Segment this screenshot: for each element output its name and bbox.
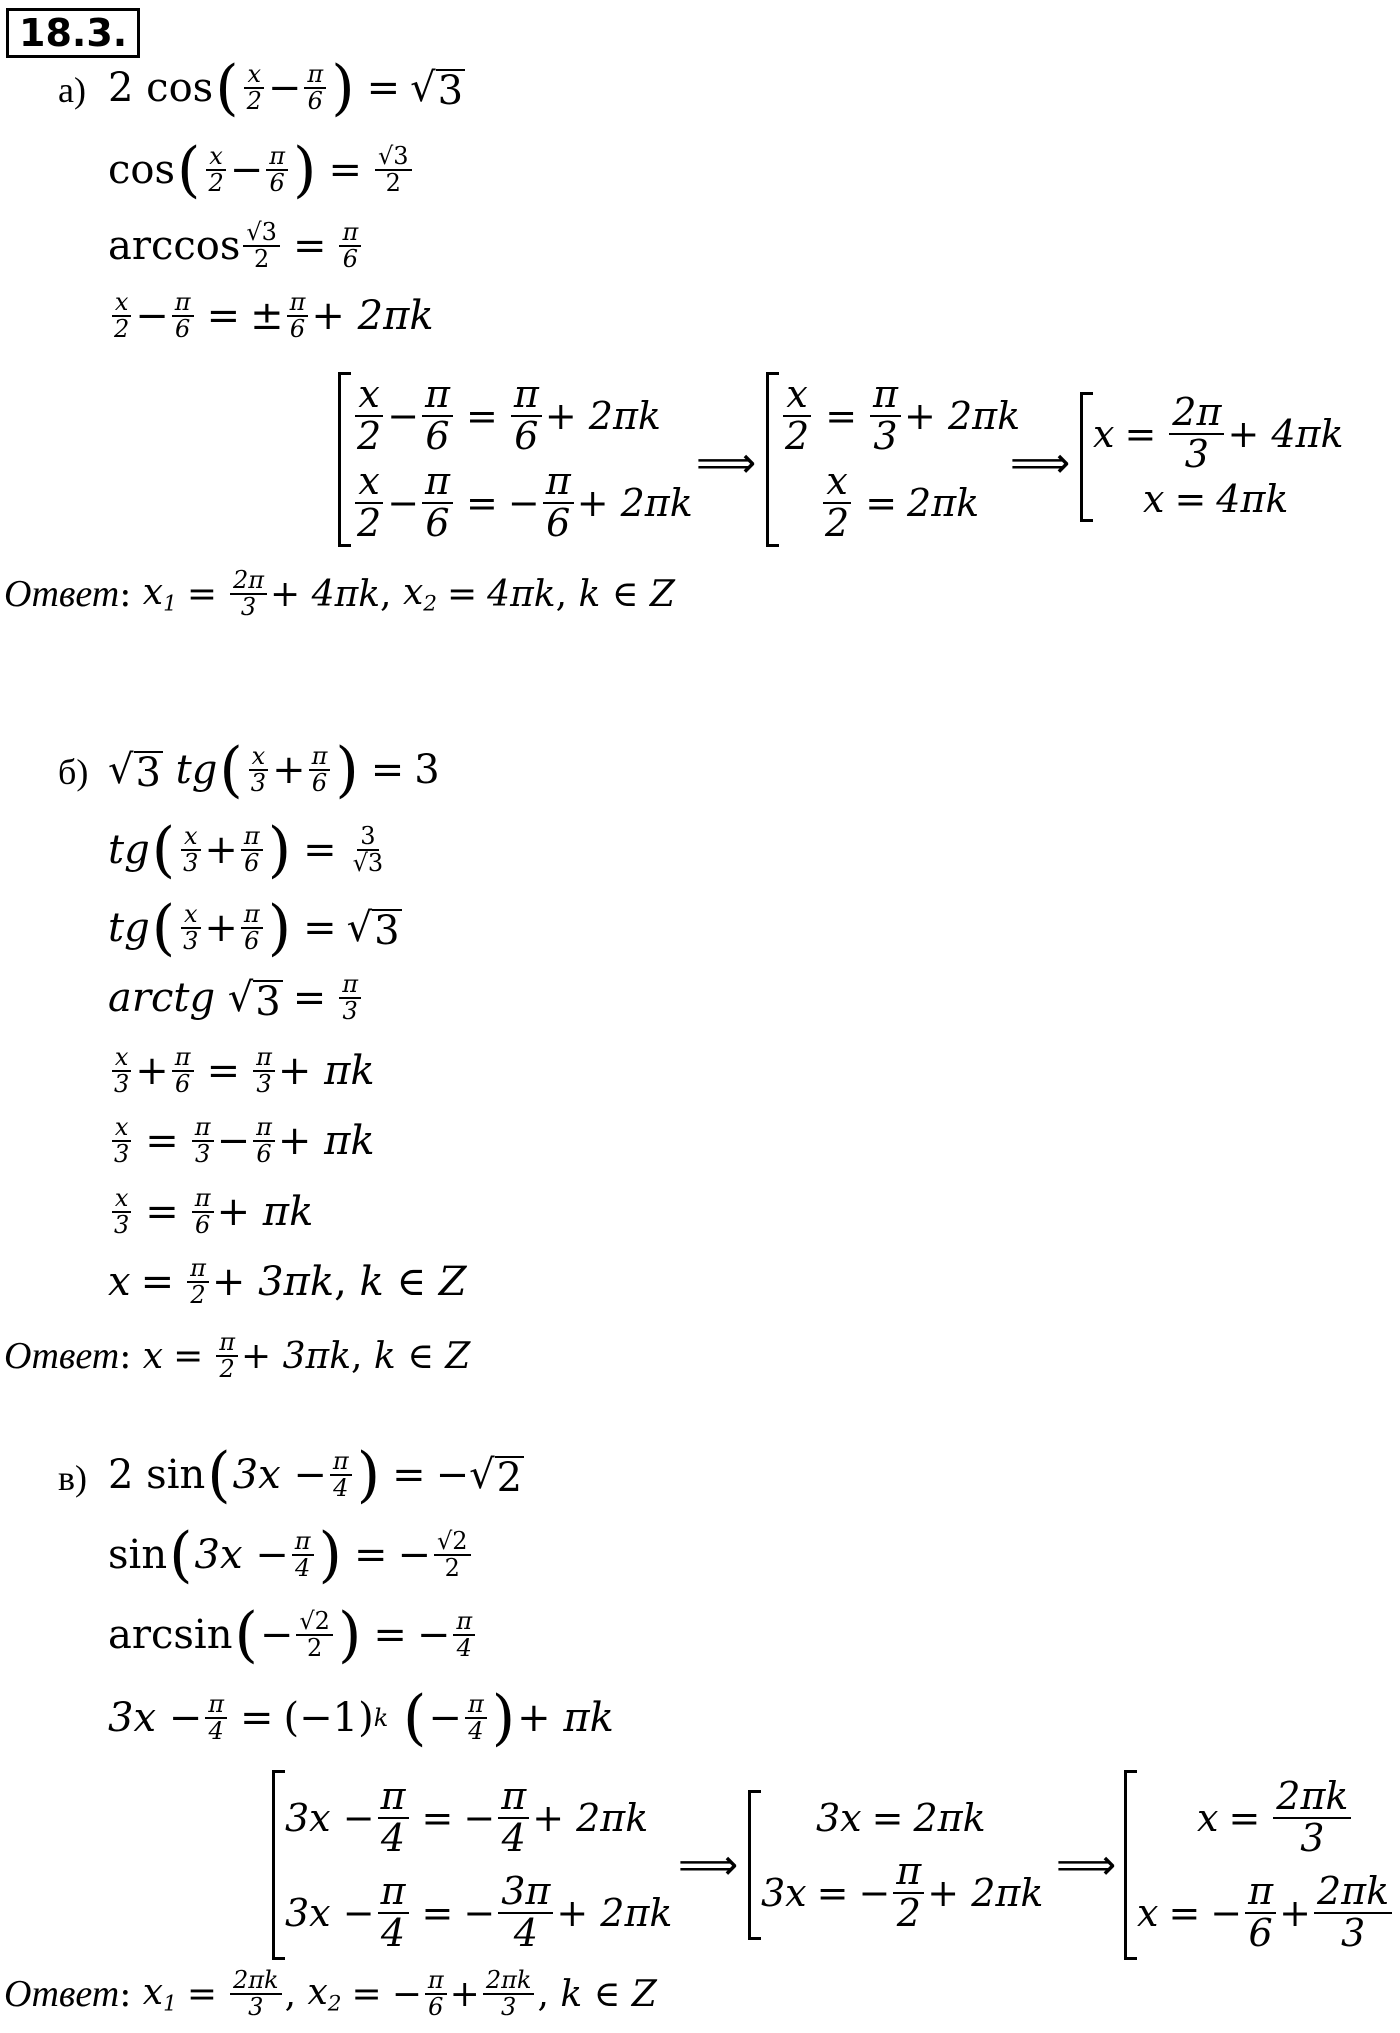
part-b-line-6: $\frac{x}{3}$ = $\frac{\pi}{3}$ − $\frac{\pi}{6}$ + πk xyxy=(108,1115,375,1167)
problem-number: 18.3. xyxy=(6,8,140,58)
part-v-answer: Ответ : $x_1$ = $\frac{2\pi k}{3}$ , $x_2$ = − $\frac{\pi}{6}$ + $\frac{2\pi k}{3}$ , k ∈ Z xyxy=(4,1966,657,2022)
part-b-line-2: tg ( $\frac{x}{3}$ + $\frac{\pi}{6}$ ) = $\frac{3}{√3}$ xyxy=(108,815,384,885)
part-v-line-3: arcsin ( − $\frac{√2}{2}$ ) = − $\frac{\pi}{4}$ xyxy=(108,1605,478,1665)
answer-word: Ответ xyxy=(4,1973,120,2016)
part-a-answer: Ответ : $x_1$ = $\frac{2\pi}{3}$ + 4πk , $x_2$ = 4πk , k ∈ Z xyxy=(4,566,675,622)
implies-arrow: ⟹ xyxy=(696,438,757,487)
part-v-line-1: 2 sin ( 3x − $\frac{\pi}{4}$ ) = − √ 2 xyxy=(108,1440,523,1510)
part-b-line-7: $\frac{x}{3}$ = $\frac{\pi}{6}$ + πk xyxy=(108,1186,313,1238)
part-a-line-2: cos ( $\frac{x}{2}$ − $\frac{\pi}{6}$ ) = $\frac{√3}{2}$ xyxy=(108,140,415,200)
part-v-system-3: x = $\frac{2\pi k}{3}$ x = − $\frac{\pi}{6}$ + $\frac{2\pi k}{3}$ xyxy=(1124,1770,1395,1960)
answer-word: Ответ xyxy=(4,573,120,616)
part-v-label: в) xyxy=(58,1458,87,1498)
part-a-label: а) xyxy=(58,70,86,110)
part-a-system-3: x = $\frac{2\pi}{3}$ + 4πk x = 4πk xyxy=(1080,392,1344,522)
part-b-line-8: x = $\frac{\pi}{2}$ + 3πk , k ∈ Z xyxy=(108,1254,467,1310)
part-a-system-2: $\frac{x}{2}$ = $\frac{\pi}{3}$ + 2πk $\frac{x}{2}$ = 2πk xyxy=(766,372,1020,547)
part-a-line-4: $\frac{x}{2}$ − $\frac{\pi}{6}$ = ± $\frac{\pi}{6}$ + 2πk xyxy=(108,290,434,342)
part-a-system-1: $\frac{x}{2}$ − $\frac{\pi}{6}$ = $\frac{\pi}{6}$ + 2πk $\frac{x}{2}$ − $\frac{\pi}{6}$ = − $\frac{\pi}{6}$ + 2πk xyxy=(338,372,693,547)
part-v-line-4: 3x − $\frac{\pi}{4}$ = (−1) k ( − $\frac{\pi}{4}$ ) + πk xyxy=(108,1683,614,1753)
part-a-line-1: 2 cos ( $\frac{x}{2}$ − $\frac{\pi}{6}$ ) = √ 3 xyxy=(108,53,464,123)
implies-arrow: ⟹ xyxy=(1056,1840,1117,1889)
part-b-line-3: tg ( $\frac{x}{3}$ + $\frac{\pi}{6}$ ) = √ 3 xyxy=(108,893,400,963)
part-a-line-3: arccos $\frac{√3}{2}$ = $\frac{\pi}{6}$ xyxy=(108,220,364,272)
part-v-system-2: 3x = 2πk 3x = − $\frac{\pi}{2}$ + 2πk xyxy=(748,1790,1043,1940)
implies-arrow: ⟹ xyxy=(1010,438,1071,487)
part-b-label: б) xyxy=(58,752,89,792)
implies-arrow: ⟹ xyxy=(678,1840,739,1889)
part-v-line-2: sin ( 3x − $\frac{\pi}{4}$ ) = − $\frac{√2}{2}$ xyxy=(108,1525,474,1585)
part-v-system-1: 3x − $\frac{\pi}{4}$ = − $\frac{\pi}{4}$ + 2πk 3x − $\frac{\pi}{4}$ = − $\frac{3\pi}{4}$ + 2πk xyxy=(272,1770,672,1960)
part-b-line-4: arctg √ 3 = $\frac{\pi}{3}$ xyxy=(108,972,364,1024)
part-b-line-1: √ 3 tg ( $\frac{x}{3}$ + $\frac{\pi}{6}$ ) = 3 xyxy=(108,735,440,805)
part-b-answer: Ответ : x = $\frac{\pi}{2}$ + 3πk , k ∈ Z xyxy=(4,1328,471,1384)
answer-word: Ответ xyxy=(4,1335,120,1378)
part-b-line-5: $\frac{x}{3}$ + $\frac{\pi}{6}$ = $\frac{\pi}{3}$ + πk xyxy=(108,1045,375,1097)
